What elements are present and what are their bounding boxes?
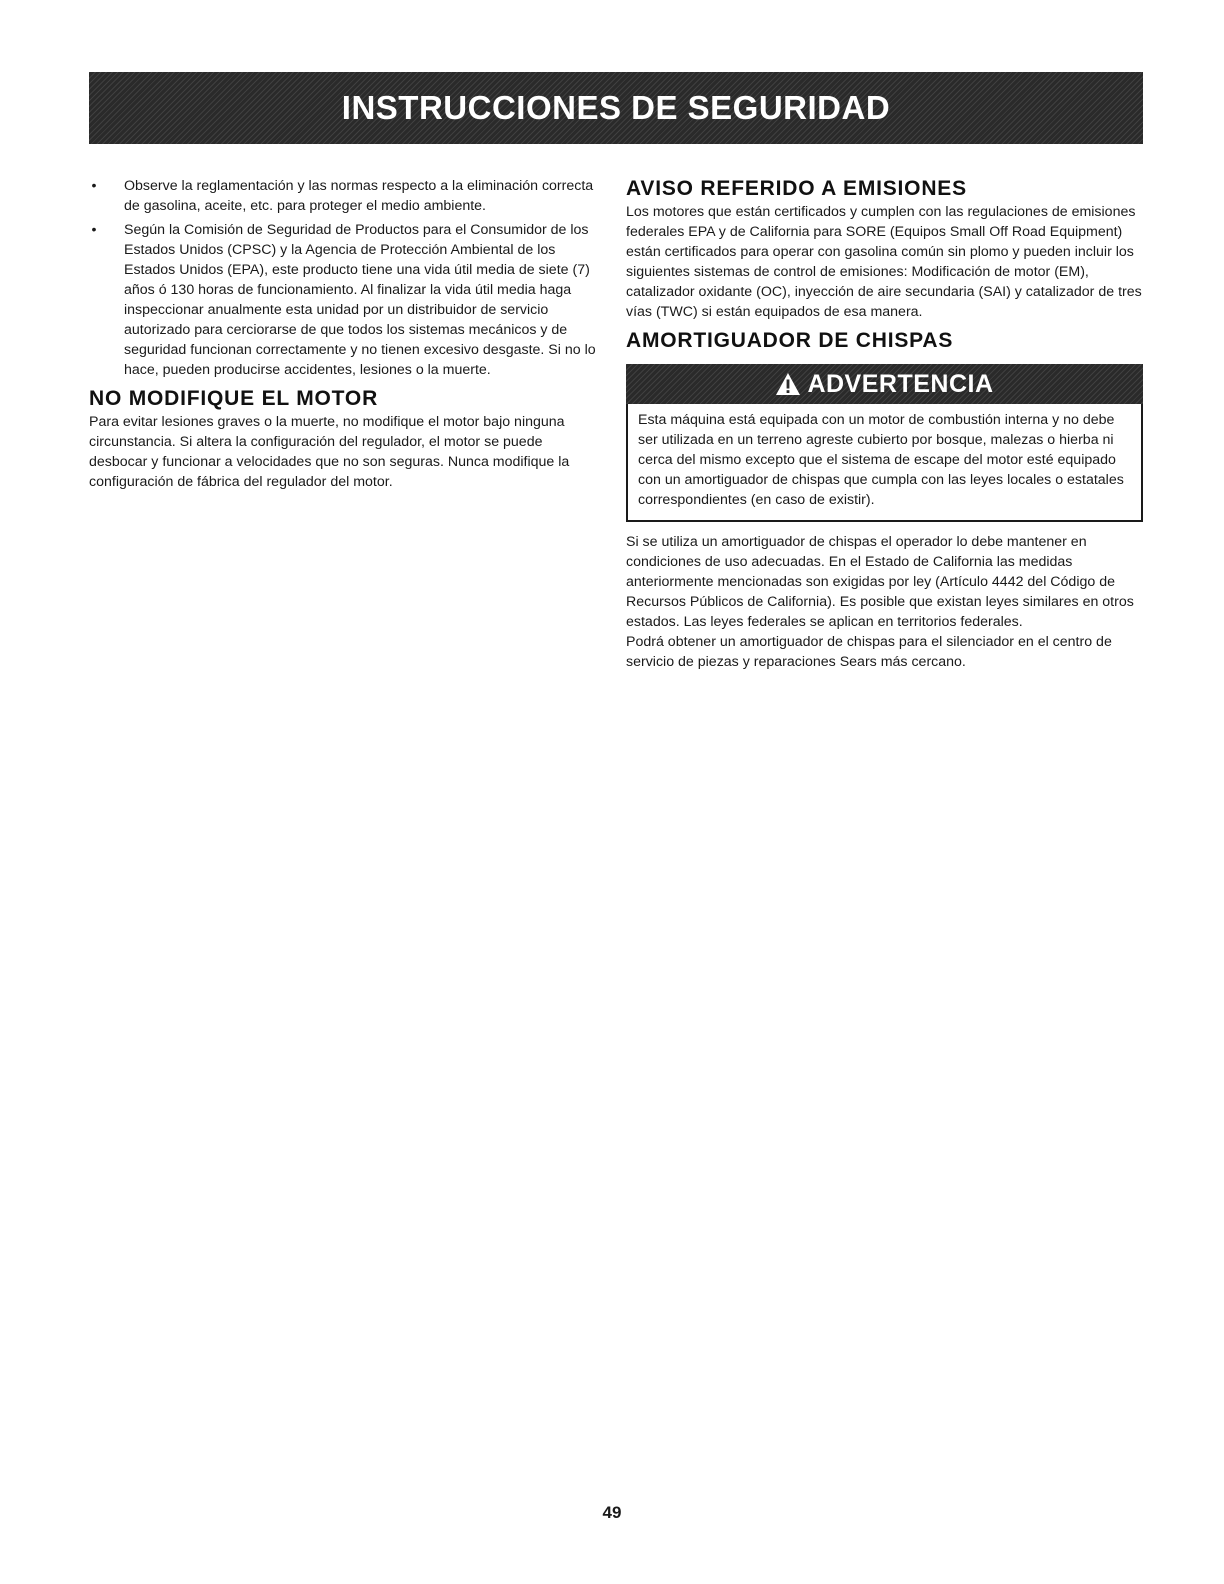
- emissions-paragraph: Los motores que están certificados y cumplen con las regulaciones de emisiones federales EPA y de California para SORE (Equipos Small Off Road Equipment) están certificados para operar con gasolina común sin plomo y pueden incluir los siguientes sistemas de control de emisiones: Modificación de motor (EM), catalizador oxidante (OC), inyección de aire secundaria (SAI) y catalizador de tres vías (TWC) si están equipados de esa manera.: [626, 204, 1142, 320]
- safety-bullet-list: [89, 176, 601, 380]
- bullet-text-disposal: Observe la reglamentación y las normas respecto a la eliminación correcta de gasolina, aceite, etc. para proteger el medio ambiente.: [124, 178, 594, 214]
- page-number: 49: [602, 1503, 622, 1522]
- bullet-icon: •: [91, 178, 97, 194]
- warning-header: [626, 364, 1143, 404]
- left-column: [89, 176, 601, 492]
- warning-text: Esta máquina está equipada con un motor de combustión interna y no debe ser utilizada en un terreno agreste cubierto por bosque, malezas o hierba ni cerca del mismo excepto que el sistema de escape del motor esté equipado con un amortiguador de chispas que cumpla con las leyes locales o estatales correspondientes (en caso de existir).: [626, 404, 1143, 522]
- right-column: [626, 176, 1143, 672]
- spark-paragraph-1: Si se utiliza un amortiguador de chispas el operador lo debe mantener en condiciones de uso adecuadas. En el Estado de California las medidas anteriormente mencionadas son exigidas por ley (Artículo 4442 del Código de Recursos Públicos de California). Es posible que existan leyes similares en otros estados. Las leyes federales se aplican en territorios federales.: [626, 534, 1134, 630]
- list-item: [89, 176, 601, 216]
- bullet-icon: •: [91, 222, 97, 238]
- bullet-text-useful-life: Según la Comisión de Seguridad de Productos para el Consumidor de los Estados Unidos (CPSC) y la Agencia de Protección Ambiental de los Estados Unidos (EPA), este producto tiene una vida útil media de siete (7) años ó 130 horas de funcionamiento. Al finalizar la vida útil media haga inspeccionar anualmente esta unidad por un distribuidor de servicio autorizado para cerciorarse de que todos los sistemas mecánicos y de seguridad funcionan correctamente y no tienen excesivo desgaste. Si no lo hace, pueden producirse accidentes, lesiones o la muerte.: [124, 222, 596, 378]
- motor-heading: NO MODIFIQUE EL MOTOR: [89, 387, 379, 410]
- list-item: [89, 220, 601, 380]
- emissions-heading: AVISO REFERIDO A EMISIONES: [626, 177, 967, 200]
- page-title-banner: [89, 72, 1143, 144]
- warning-title: ADVERTENCIA: [807, 369, 994, 398]
- spark-arrester-heading: AMORTIGUADOR DE CHISPAS: [626, 329, 954, 352]
- warning-triangle-icon: [775, 372, 801, 396]
- motor-paragraph: Para evitar lesiones graves o la muerte, no modifique el motor bajo ninguna circunstancia. Si altera la configuración del regulador, el motor se puede desbocar y funcionar a velocidades que no son seguras. Nunca modifique la configuración de fábrica del regulador del motor.: [89, 414, 570, 490]
- spark-paragraph-2: Podrá obtener un amortiguador de chispas para el silenciador en el centro de servicio de piezas y reparaciones Sears más cercano.: [626, 634, 1112, 670]
- warning-box: [626, 364, 1143, 522]
- page-title: INSTRUCCIONES DE SEGURIDAD: [341, 89, 891, 126]
